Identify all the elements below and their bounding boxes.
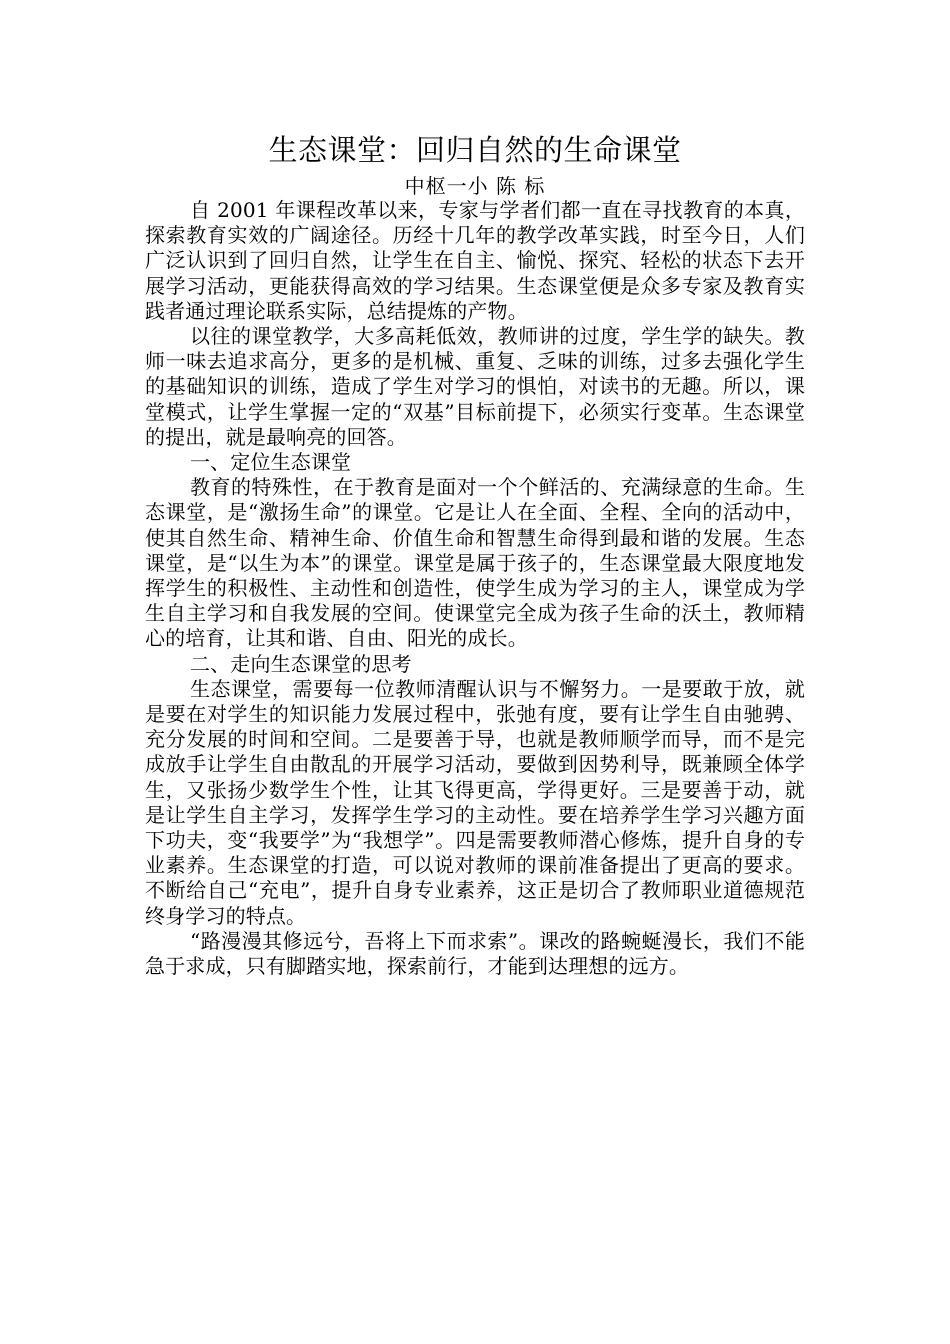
paragraph-intro: 自 2001 年课程改革以来，专家与学者们都一直在寻找教育的本真，探索教育实效的广阔途径。历经十几年的教学改革实践，时至今日，人们广泛认识到了回归自然，让学生在自主、愉悦、探究、轻松的状态下去开展学习活动，更能获得高效的学习结果。生态课堂便是众多专家及教育实践者通过理论联系实际，总结提炼的产物。 bbox=[145, 198, 805, 323]
paragraph-section-2: 生态课堂，需要每一位教师清醒认识与不懈努力。一是要敢于放，就是要在对学生的知识能力发展过程中，张弛有度，要有让学生自由驰骋、充分发展的时间和空间。二是要善于导，也就是教师顺学而导，而不是完成放手让学生自由散乱的开展学习活动，要做到因势利导，既兼顾全体学生，又张扬少数学生个性，让其飞得更高，学得更好。三是要善于动，就是让学生自主学习，发挥学生学习的主动性。要在培养学生学习兴趣方面下功夫，变“我要学”为“我想学”。四是需要教师潜心修炼，提升自身的专业素养。生态课堂的打造，可以说对教师的课前准备提出了更高的要求。不断给自己“充电”，提升自身专业素养，这正是切合了教师职业道德规范终身学习的特点。 bbox=[145, 676, 805, 928]
section-heading-2: 二、走向生态课堂的思考 bbox=[190, 651, 412, 676]
paragraph-background: 以往的课堂教学，大多高耗低效，教师讲的过度，学生学的缺失。教师一味去追求高分，更多的是机械、重复、乏味的训练，过多去强化学生的基础知识的训练，造成了学生对学习的惧怕，对读书的无趣。所以，课堂模式，让学生掌握一定的“双基”目标前提下，必须实行变革。生态课堂的提出，就是最响亮的回答。 bbox=[145, 324, 805, 449]
document-body bbox=[145, 198, 805, 979]
paragraph-section-1: 教育的特殊性，在于教育是面对一个个鲜活的、充满绿意的生命。生态课堂，是“激扬生命”的课堂。它是让人在全面、全程、全向的活动中，使其自然生命、精神生命、价值生命和智慧生命得到最和谐的发展。生态课堂，是“以生为本”的课堂。课堂是属于孩子的，生态课堂最大限度地发挥学生的积极性、主动性和创造性，使学生成为学习的主人，课堂成为学生自主学习和自我发展的空间。使课堂完全成为孩子生命的沃土，教师精心的培育，让其和谐、自由、阳光的成长。 bbox=[145, 475, 805, 651]
document-author: 中枢一小 陈 标 bbox=[404, 174, 546, 198]
document-title: 生态课堂：回归自然的生命课堂 bbox=[268, 133, 682, 167]
paragraph-conclusion: “路漫漫其修远兮，吾将上下而求索”。课改的路蜿蜒漫长，我们不能急于求成，只有脚踏实地，探索前行，才能到达理想的远方。 bbox=[145, 928, 805, 979]
section-heading-1: 一、定位生态课堂 bbox=[190, 450, 352, 475]
